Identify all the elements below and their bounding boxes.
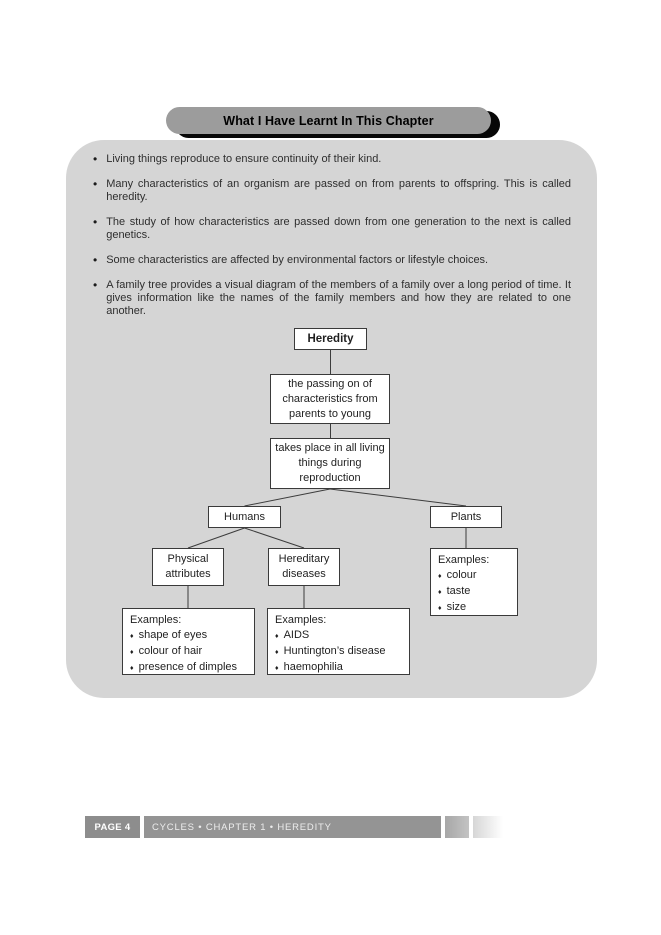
diamond-bullet-icon: ♦ bbox=[438, 589, 442, 596]
concept-box-plants bbox=[430, 506, 502, 528]
concept-label: Plants bbox=[450, 510, 482, 523]
example-text: AIDS bbox=[283, 629, 310, 641]
list-item bbox=[93, 178, 571, 204]
example-text: colour bbox=[446, 569, 477, 581]
example-text: haemophilia bbox=[283, 661, 343, 673]
example-text: shape of eyes bbox=[138, 629, 208, 641]
list-item bbox=[130, 644, 202, 660]
concept-box-hereditary-diseases bbox=[268, 548, 340, 586]
breadcrumb: CYCLES • CHAPTER 1 • HEREDITY bbox=[152, 821, 332, 833]
list-item bbox=[275, 644, 386, 660]
bullet-dot-icon: • bbox=[93, 278, 98, 292]
concept-box-humans bbox=[208, 506, 281, 528]
diamond-bullet-icon: ♦ bbox=[275, 665, 279, 672]
concept-box-heredity bbox=[294, 328, 367, 350]
list-item bbox=[93, 279, 571, 318]
list-item bbox=[275, 660, 343, 676]
concept-label: takes place in all living things during reproduction bbox=[275, 442, 385, 484]
bullet-dot-icon: • bbox=[93, 215, 98, 229]
concept-label: Humans bbox=[224, 510, 265, 523]
list-item bbox=[438, 584, 470, 600]
list-item bbox=[438, 600, 466, 616]
diamond-bullet-icon: ♦ bbox=[275, 633, 279, 640]
example-text: colour of hair bbox=[138, 645, 203, 657]
list-item bbox=[93, 216, 571, 242]
page-number-label: PAGE 4 bbox=[94, 821, 131, 833]
example-text: taste bbox=[446, 585, 471, 597]
examples-heading: Examples: bbox=[275, 614, 327, 626]
concept-box-physical-examples bbox=[122, 608, 255, 675]
summary-text: The study of how characteristics are passed down from one generation to the next is called genetics. bbox=[106, 216, 571, 241]
summary-text: Some characteristics are affected by environmental factors or lifestyle choices. bbox=[106, 254, 489, 266]
examples-heading: Examples: bbox=[438, 554, 490, 566]
diamond-bullet-icon: ♦ bbox=[130, 665, 134, 672]
page-title: What I Have Learnt In This Chapter bbox=[223, 113, 434, 128]
diamond-bullet-icon: ♦ bbox=[275, 649, 279, 656]
summary-text: Living things reproduce to ensure continuity of their kind. bbox=[106, 153, 382, 165]
summary-text: A family tree provides a visual diagram of the members of a family over a long period of time. It gives information like the names of the family members and how they are related to one another. bbox=[106, 279, 571, 317]
concept-label: Heredity bbox=[307, 332, 354, 345]
example-text: presence of dimples bbox=[138, 661, 238, 673]
concept-box-definition bbox=[270, 374, 390, 424]
examples-heading: Examples: bbox=[130, 614, 182, 626]
list-item bbox=[275, 628, 309, 644]
bullet-dot-icon: • bbox=[93, 253, 98, 267]
concept-label: Physical attributes bbox=[165, 553, 211, 580]
list-item bbox=[93, 254, 571, 267]
example-text: Huntington’s disease bbox=[283, 645, 386, 657]
diamond-bullet-icon: ♦ bbox=[130, 633, 134, 640]
concept-label: the passing on of characteristics from parents to young bbox=[282, 377, 378, 420]
list-item bbox=[438, 568, 477, 584]
example-text: size bbox=[446, 601, 467, 613]
list-item bbox=[130, 660, 237, 676]
footer-breadcrumb-bar bbox=[144, 816, 441, 838]
chapter-summary-banner bbox=[166, 107, 491, 134]
footer-decoration-fade bbox=[473, 816, 503, 838]
bullet-dot-icon: • bbox=[93, 177, 98, 191]
concept-box-physical-attributes bbox=[152, 548, 224, 586]
diamond-bullet-icon: ♦ bbox=[130, 649, 134, 656]
list-item bbox=[93, 153, 571, 166]
summary-bullet-list bbox=[93, 153, 571, 330]
footer-decoration-block bbox=[445, 816, 469, 838]
diamond-bullet-icon: ♦ bbox=[438, 605, 442, 612]
diamond-bullet-icon: ♦ bbox=[438, 573, 442, 580]
concept-box-disease-examples bbox=[267, 608, 410, 675]
list-item bbox=[130, 628, 207, 644]
concept-label: Hereditary diseases bbox=[278, 553, 330, 580]
bullet-dot-icon: • bbox=[93, 152, 98, 166]
concept-box-process bbox=[270, 438, 390, 489]
summary-text: Many characteristics of an organism are passed on from parents to offspring. This is called heredity. bbox=[106, 178, 571, 203]
page-number-badge bbox=[85, 816, 140, 838]
concept-box-plant-examples bbox=[430, 548, 518, 616]
